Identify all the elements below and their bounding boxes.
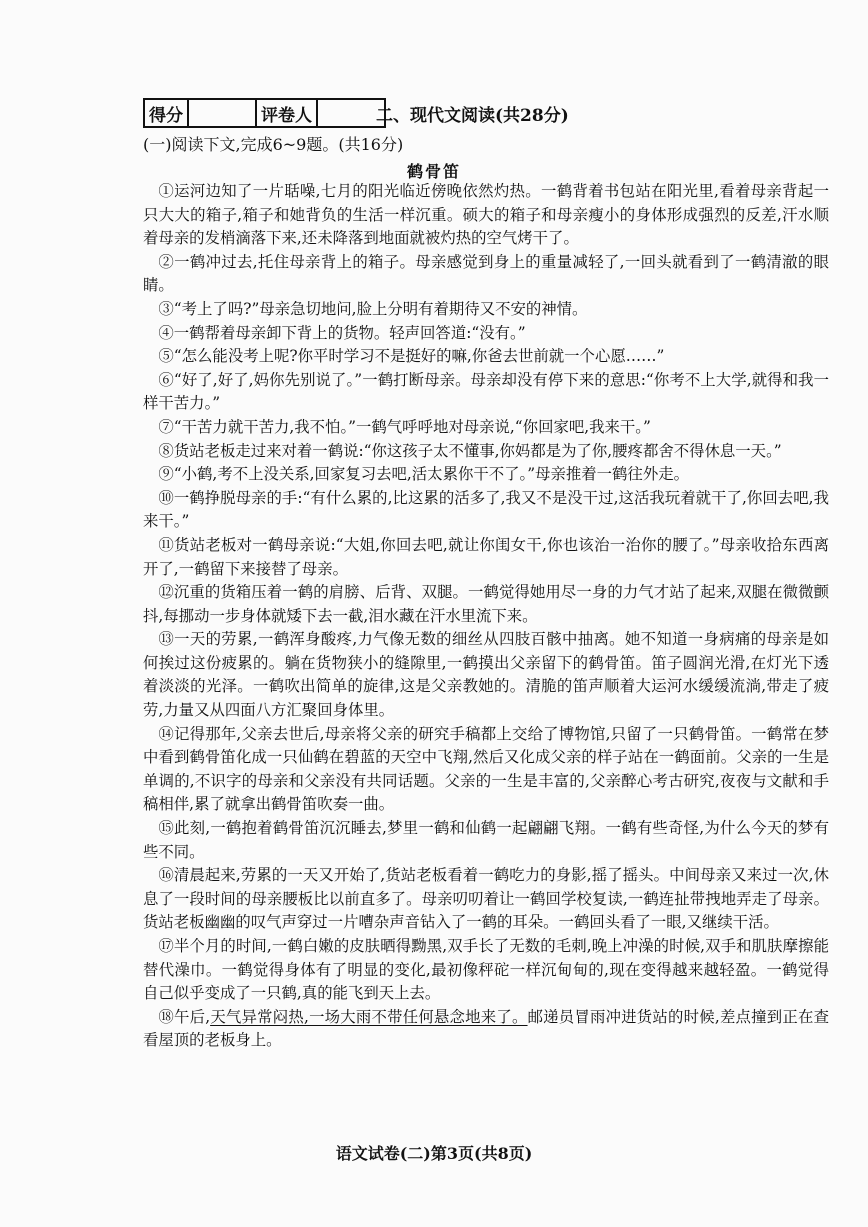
paragraph-11: ⑪货站老板对一鹤母亲说:“大姐,你回去吧,就让你闺女干,你也该治一治你的腰了。”母亲收拾东西离开了,一鹤留下来接替了母亲。	[143, 535, 829, 578]
paragraph-3: ③“考上了吗?”母亲急切地问,脸上分明有着期待又不安的神情。	[158, 299, 588, 318]
paragraph-14: ⑭记得那年,父亲去世后,母亲将父亲的研究手稿都上交给了博物馆,只留了一只鹤骨笛。一鹤常在梦中看到鹤骨笛化成一只仙鹤在碧蓝的天空中飞翔,然后又化成父亲的样子站在一鹤面前。父亲的一生是单调的,不识字的母亲和父亲没有共同话题。父亲的一生是丰富的,父亲醉心考古研究,夜夜与文献和手稿相伴,累了就拿出鹤骨笛吹奏一曲。	[143, 724, 829, 814]
paragraph-18-suffix: 邮递员冒雨冲进货站的时候,差点撞到正在查看屋顶的老板身上。	[143, 1007, 829, 1050]
paragraph-16: ⑯清晨起来,劳累的一天又开始了,货站老板看着一鹤吃力的身影,摇了摇头。中间母亲又来过一次,休息了一段时间的母亲腰板比以前直多了。母亲叨叨着让一鹤回学校复读,一鹤连扯带拽地弄走了母亲。货站老板幽幽的叹气声穿过一片嘈杂声音钻入了一鹤的耳朵。一鹤回头看了一眼,又继续干活。	[143, 866, 829, 932]
score-blank-cell	[188, 99, 256, 127]
paragraph-10: ⑩一鹤挣脱母亲的手:“有什么累的,比这累的活多了,我又不是没干过,这活我玩着就干了,你回去吧,我来干。”	[143, 488, 829, 531]
article-title: 鹤骨笛	[406, 162, 461, 181]
paragraph-4: ④一鹤帮着母亲卸下背上的货物。轻声回答道:“没有。”	[158, 323, 526, 342]
paragraph-1: ①运河边知了一片聒噪,七月的阳光临近傍晚依然灼热。一鹤背着书包站在阳光里,看着母亲背起一只大大的箱子,箱子和她背负的生活一样沉重。硕大的箱子和母亲瘦小的身体形成强烈的反差,汗水顺着母亲的发梢滴落下来,还未降落到地面就被灼热的空气烤干了。	[143, 182, 829, 248]
grader-label: 评卷人	[256, 99, 317, 127]
paragraph-2: ②一鹤冲过去,托住母亲背上的箱子。母亲感觉到身上的重量减轻了,一回头就看到了一鹤清澈的眼睛。	[143, 252, 829, 295]
paragraph-17: ⑰半个月的时间,一鹤白嫩的皮肤晒得黝黑,双手长了无数的毛刺,晚上冲澡的时候,双手和肌肤摩擦能替代澡巾。一鹤觉得身体有了明显的变化,最初像秤砣一样沉甸甸的,现在变得越来越轻盈。一鹤觉得自己似乎变成了一只鹤,真的能飞到天上去。	[143, 937, 829, 1003]
article-body	[143, 180, 829, 1053]
paragraph-9: ⑨“小鹤,考不上没关系,回家复习去吧,活太累你干不了。”母亲推着一鹤往外走。	[158, 465, 689, 484]
paragraph-13: ⑬一天的劳累,一鹤浑身酸疼,力气像无数的细丝从四肢百骸中抽离。她不知道一身病痛的母亲是如何挨过这份疲累的。躺在货物狭小的缝隙里,一鹤摸出父亲留下的鹤骨笛。笛子圆润光滑,在灯光下透着淡淡的光泽。一鹤吹出简单的旋律,这是父亲教她的。清脆的笛声顺着大运河水缓缓流淌,带走了疲劳,力量又从四面八方汇聚回身体里。	[143, 630, 829, 720]
score-table	[143, 98, 386, 128]
grader-blank-cell	[317, 99, 385, 127]
page-footer: 语文试卷(二)第3页(共8页)	[335, 1144, 533, 1163]
underlined-sentence: 天气异常闷热,一场大雨不带任何悬念地来了。	[210, 1007, 528, 1026]
paragraph-15: ⑮此刻,一鹤抱着鹤骨笛沉沉睡去,梦里一鹤和仙鹤一起翩翩飞翔。一鹤有些奇怪,为什么今天的梦有些不同。	[143, 819, 829, 861]
reading-instruction: (一)阅读下文,完成6~9题。(共16分)	[143, 135, 404, 154]
paragraph-7: ⑦“干苦力就干苦力,我不怕。”一鹤气呼呼地对母亲说,“你回家吧,我来干。”	[158, 417, 651, 436]
paragraph-6: ⑥“好了,好了,妈你先别说了。”一鹤打断母亲。母亲却没有停下来的意思:“你考不上大学,就得和我一样干苦力。”	[143, 370, 829, 413]
paragraph-12: ⑫沉重的货箱压着一鹤的肩膀、后背、双腿。一鹤觉得她用尽一身的力气才站了起来,双腿在微微颤抖,每挪动一步身体就矮下去一截,泪水藏在汗水里流下来。	[143, 583, 829, 625]
paragraph-18-prefix: ⑱午后,	[158, 1007, 211, 1026]
paragraph-8: ⑧货站老板走过来对着一鹤说:“你这孩子太不懂事,你妈都是为了你,腰疼都舍不得休息一天。”	[158, 441, 782, 460]
section-title: 二、现代文阅读(共28分)	[376, 106, 569, 126]
paragraph-5: ⑤“怎么能没考上呢?你平时学习不是挺好的嘛,你爸去世前就一个心愿……”	[158, 347, 665, 366]
score-label: 得分	[144, 99, 188, 127]
paragraph-18	[143, 1006, 829, 1053]
